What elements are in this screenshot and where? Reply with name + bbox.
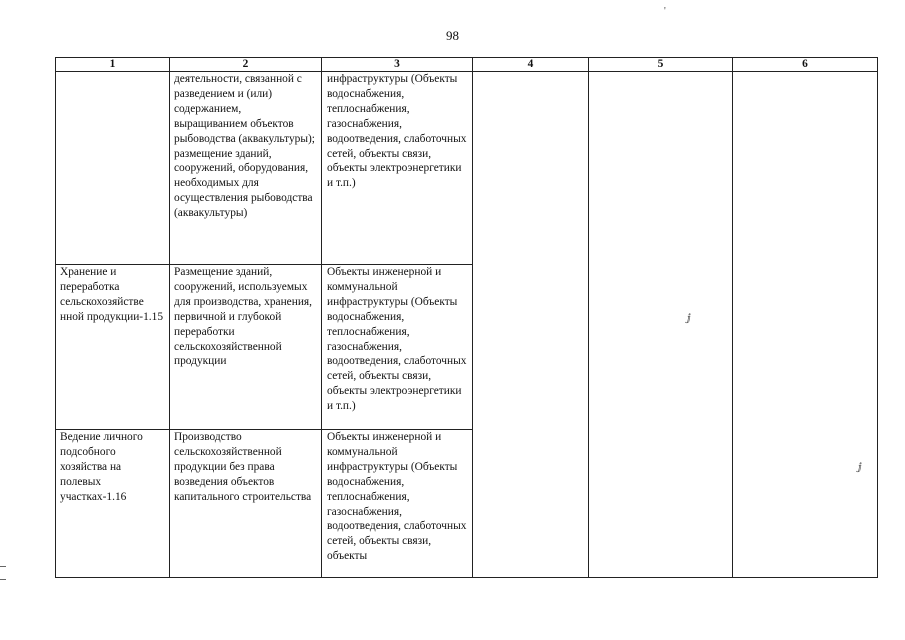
use-description-cell: Производство сельскохозяйственной продукции без права возведения объектов капитального строительства bbox=[170, 430, 322, 578]
column-header: 4 bbox=[473, 58, 589, 72]
infrastructure-cell: Объекты инженерной и коммунальной инфраструктуры (Объекты водоснабжения, теплоснабжения, газоснабжения, водоотведения, слаботочных сетей, объекты связи, объекты bbox=[322, 430, 473, 578]
empty-cell-col5 bbox=[589, 72, 733, 578]
empty-cell-col4 bbox=[473, 72, 589, 578]
land-use-table bbox=[55, 57, 878, 578]
column-header: 6 bbox=[733, 58, 878, 72]
use-description-cell: деятельности, связанной с разведением и (или) содержанием, выращиванием объектов рыбоводства (аквакультуры); размещение зданий, сооружений, оборудования, необходимых для осуществления рыбоводства (аквакультуры) bbox=[170, 72, 322, 265]
scan-speck: ⅉ bbox=[858, 462, 862, 473]
use-type-cell bbox=[56, 72, 170, 265]
page-number: 98 bbox=[446, 28, 459, 43]
column-header: 3 bbox=[322, 58, 473, 72]
infrastructure-cell: инфраструктуры (Объекты водоснабжения, теплоснабжения, газоснабжения, водоотведения, слаботочных сетей, объекты связи, объекты электроэнергетики и т.п.) bbox=[322, 72, 473, 265]
table-row bbox=[56, 72, 878, 265]
column-header: 1 bbox=[56, 58, 170, 72]
infrastructure-cell: Объекты инженерной и коммунальной инфраструктуры (Объекты водоснабжения, теплоснабжения, газоснабжения, водоотведения, слаботочных сетей, объекты связи, объекты электроэнергетики и т.п.) bbox=[322, 265, 473, 430]
use-type-cell: Хранение и переработка сельскохозяйстве нной продукции-1.15 bbox=[56, 265, 170, 430]
margin-mark bbox=[0, 566, 6, 580]
table-header-row bbox=[56, 58, 878, 72]
empty-cell-col6 bbox=[733, 72, 878, 578]
column-header: 2 bbox=[170, 58, 322, 72]
use-type-cell: Ведение личного подсобного хозяйства на полевых участках-1.16 bbox=[56, 430, 170, 578]
column-header: 5 bbox=[589, 58, 733, 72]
use-description-cell: Размещение зданий, сооружений, используемых для производства, хранения, первичной и глубокой переработки сельскохозяйственной продукции bbox=[170, 265, 322, 430]
scan-speck: ⅉ bbox=[687, 313, 691, 324]
scan-speck: ' bbox=[664, 6, 666, 17]
